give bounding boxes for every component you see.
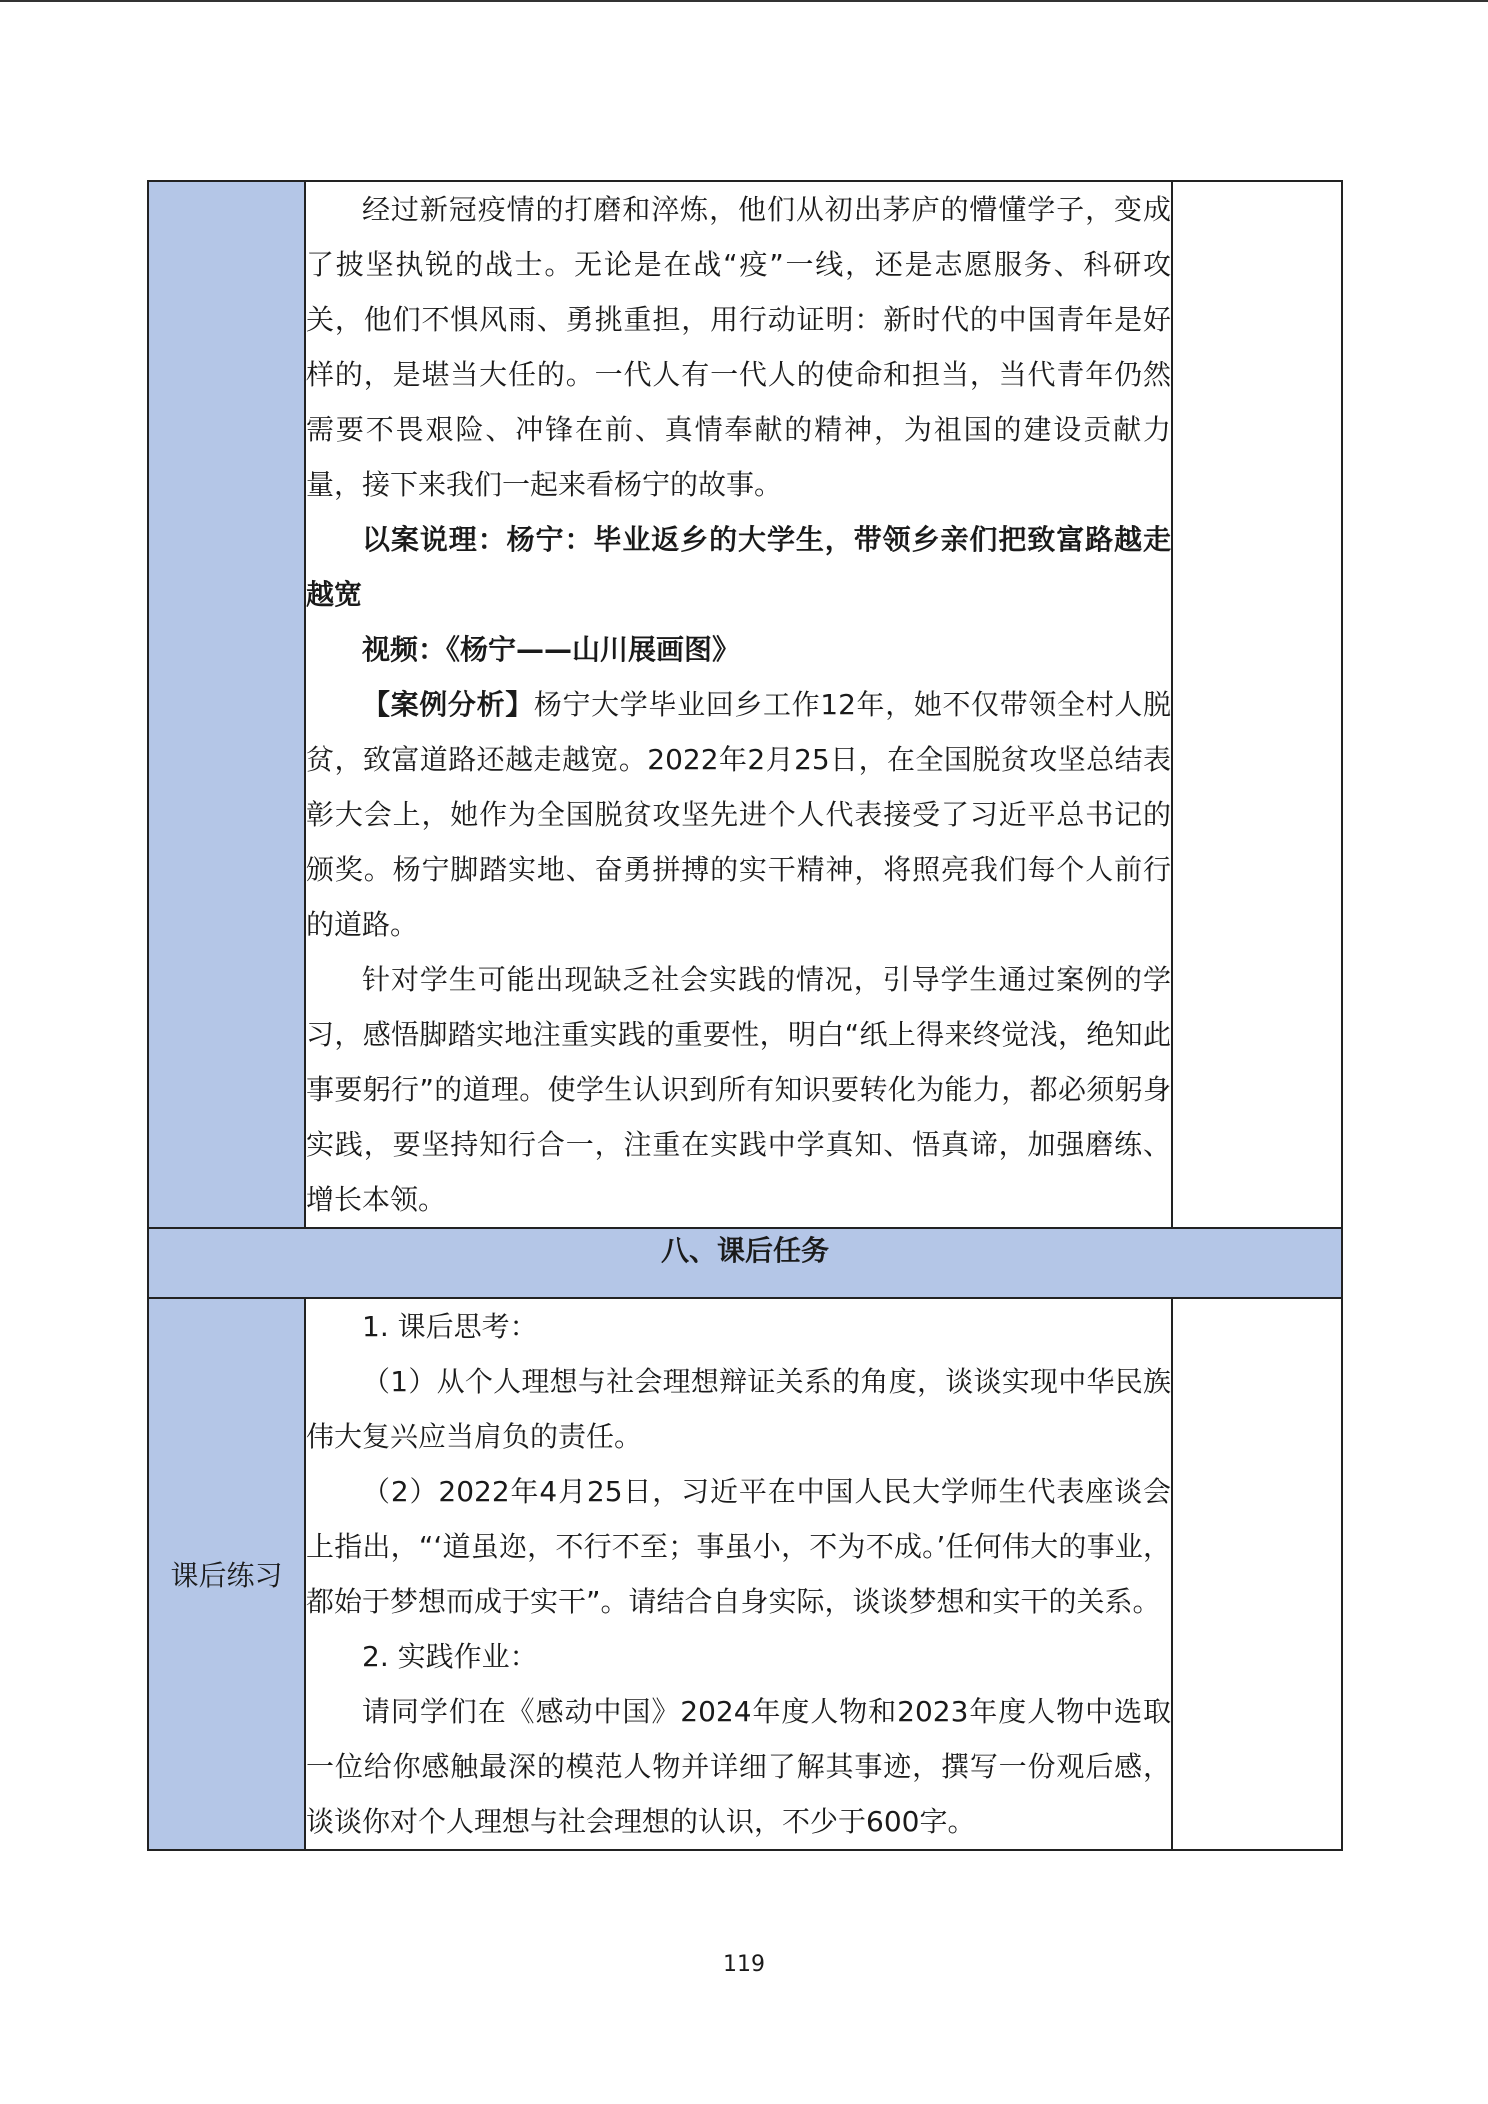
guidance-paragraph: 针对学生可能出现缺乏社会实践的情况，引导学生通过案例的学习，感悟脚踏实地注重实践的重要性，明白“纸上得来终觉浅，绝知此事要躬行”的道理。使学生认识到所有知识要转化为能力，都必须躬身实践，要坚持知行合一，注重在实践中学真知、悟真谛，加强磨练、增长本领。 [306,963,1171,1216]
homework-item: （2）2022年4月25日，习近平在中国人民大学师生代表座谈会上指出，“‘道虽迩，不行不至；事虽小，不为不成。’任何伟大的事业，都始于梦想而成于实干”。请结合自身实际，谈谈梦想和实干的关系。 [306,1475,1171,1618]
homework-label: 课后练习 [148,1298,305,1850]
notes-cell [1172,1298,1342,1850]
page-top-border [0,0,1488,2]
homework-row [148,1298,1342,1850]
intro-paragraph: 经过新冠疫情的打磨和淬炼，他们从初出茅庐的懵懂学子，变成了披坚执锐的战士。无论是在战“疫”一线，还是志愿服务、科研攻关，他们不惧风雨、勇挑重担，用行动证明：新时代的中国青年是好样的，是堪当大任的。一代人有一代人的使命和担当，当代青年仍然需要不畏艰险、冲锋在前、真情奉献的精神，为祖国的建设贡献力量，接下来我们一起来看杨宁的故事。 [306,193,1171,501]
case-title: 以案说理：杨宁：毕业返乡的大学生，带领乡亲们把致富路越走越宽 [306,523,1171,611]
homework-item: 请同学们在《感动中国》2024年度人物和2023年度人物中选取一位给你感触最深的模范人物并详细了解其事迹，撰写一份观后感，谈谈你对个人理想与社会理想的认识，不少于600字。 [306,1695,1171,1838]
notes-cell [1172,181,1342,1228]
label-cell-empty [148,181,305,1228]
homework-item: 1. 课后思考： [362,1310,538,1343]
analysis-text: 杨宁大学毕业回乡工作12年，她不仅带领全村人脱贫，致富道路还越走越宽。2022年2月25日，在全国脱贫攻坚总结表彰大会上，她作为全国脱贫攻坚先进个人代表接受了习近平总书记的颁奖。杨宁脚踏实地、奋勇拼搏的实干精神，将照亮我们每个人前行的道路。 [306,688,1171,941]
homework-content [305,1298,1172,1850]
section-header: 八、课后任务 [148,1228,1342,1298]
lesson-table [147,180,1343,1851]
video-title: 视频：《杨宁——山川展画图》 [362,633,741,666]
homework-item: （1）从个人理想与社会理想辩证关系的角度，谈谈实现中华民族伟大复兴应当肩负的责任。 [306,1365,1171,1453]
analysis-label: 【案例分析】 [362,688,534,721]
content-cell [305,181,1172,1228]
homework-item: 2. 实践作业： [362,1640,538,1673]
analysis-paragraph [306,677,1171,952]
teaching-content-row [148,181,1342,1228]
section-header-row [148,1228,1342,1298]
page-number: 119 [723,1952,765,1977]
